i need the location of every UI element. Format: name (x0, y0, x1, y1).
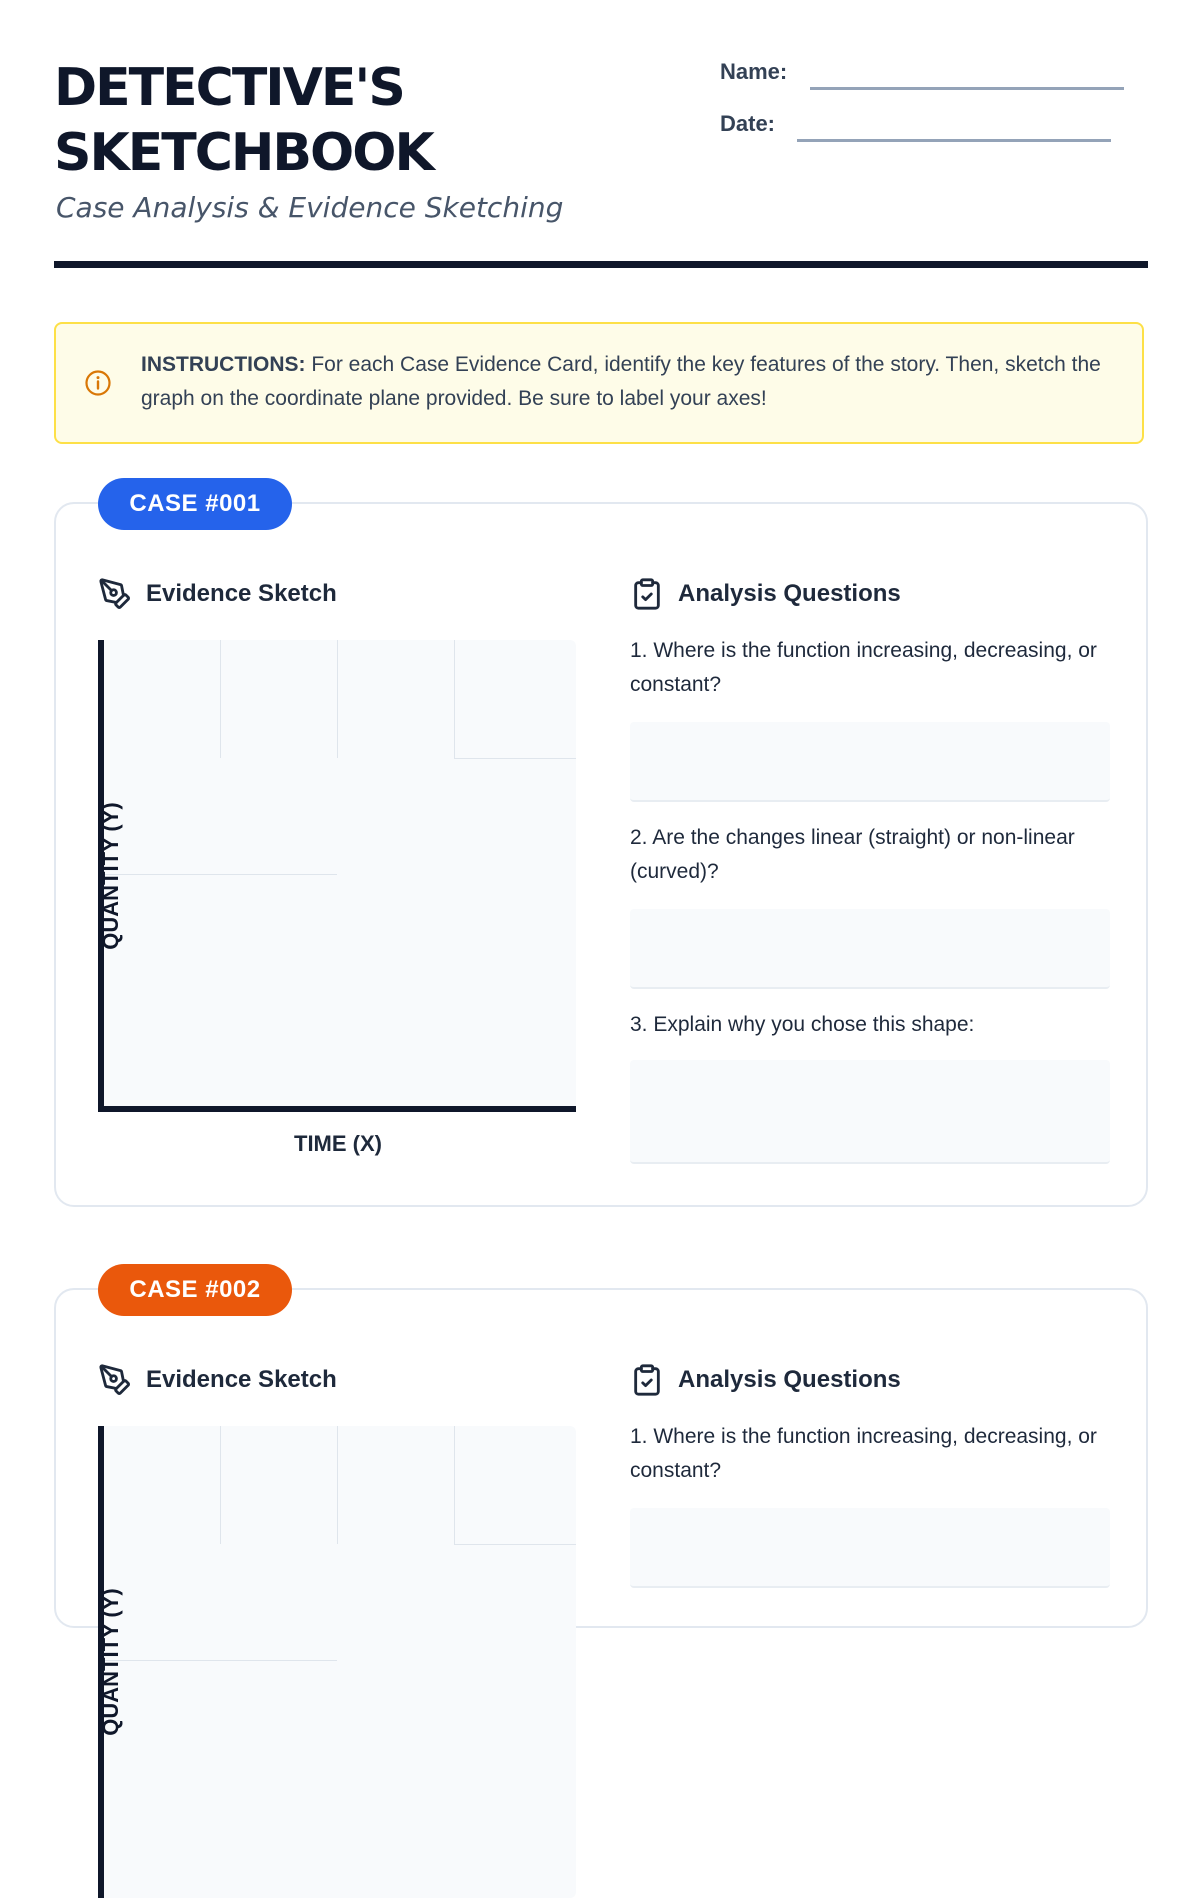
question-3: 3. Explain why you chose this shape: (630, 1013, 975, 1036)
date-field[interactable] (797, 139, 1111, 142)
date-label: Date: (720, 111, 776, 136)
clipboard-check-icon (630, 1363, 664, 1397)
analysis-questions-header (630, 576, 901, 612)
case-card (54, 1276, 1148, 1736)
grid-line (454, 1426, 455, 1544)
coordinate-plane[interactable] (98, 640, 576, 1112)
case-badge: CASE #001 (98, 478, 292, 530)
instructions-body: For each Case Evidence Card, identify the key features of the story. Then, sketch the graph on the coordinate plane provided. Be sure to label your axes! (141, 353, 1101, 410)
grid-line (98, 874, 337, 875)
header-divider (54, 261, 1148, 268)
evidence-sketch-header (98, 1362, 337, 1398)
analysis-questions-title: Analysis Questions (678, 1366, 901, 1393)
question-2: 2. Are the changes linear (straight) or non-linear (curved)? (630, 826, 1075, 883)
answer-box-2[interactable] (630, 909, 1110, 989)
name-label: Name: (720, 59, 788, 84)
analysis-questions-title: Analysis Questions (678, 580, 901, 607)
coordinate-plane[interactable] (98, 1426, 576, 1898)
grid-line (220, 1426, 221, 1544)
answer-box-1[interactable] (630, 1508, 1110, 1588)
grid-line (454, 758, 576, 759)
instructions-text (141, 348, 1101, 416)
pen-tool-icon (98, 577, 132, 611)
title-line-2: SKETCHBOOK (54, 123, 433, 183)
evidence-sketch-header (98, 576, 337, 612)
clipboard-check-icon (630, 577, 664, 611)
worksheet-title (54, 56, 433, 186)
info-icon (84, 369, 112, 397)
case-badge: CASE #002 (98, 1264, 292, 1316)
grid-line (98, 1660, 337, 1661)
grid-line (220, 640, 221, 758)
y-axis-label: QUANTITY (Y) (98, 1588, 123, 1736)
question-1: 1. Where is the function increasing, decreasing, or constant? (630, 639, 1097, 696)
answer-box-3[interactable] (630, 1060, 1110, 1164)
instructions-label: INSTRUCTIONS: (141, 353, 306, 376)
worksheet-subtitle: Case Analysis & Evidence Sketching (56, 191, 564, 224)
evidence-sketch-title: Evidence Sketch (146, 1366, 337, 1393)
case-card (54, 490, 1148, 1207)
grid-line (337, 1426, 338, 1544)
grid-line (454, 1544, 576, 1545)
grid-line (454, 640, 455, 758)
grid-line (337, 640, 338, 758)
instructions-box (54, 322, 1144, 444)
x-axis-label: TIME (X) (294, 1131, 382, 1156)
evidence-sketch-title: Evidence Sketch (146, 580, 337, 607)
name-field[interactable] (810, 87, 1124, 90)
x-axis (98, 1106, 576, 1112)
pen-tool-icon (98, 1363, 132, 1397)
question-1: 1. Where is the function increasing, decreasing, or constant? (630, 1425, 1097, 1482)
title-line-1: DETECTIVE'S (54, 58, 404, 118)
answer-box-1[interactable] (630, 722, 1110, 802)
analysis-questions-header (630, 1362, 901, 1398)
y-axis-label: QUANTITY (Y) (98, 802, 123, 950)
